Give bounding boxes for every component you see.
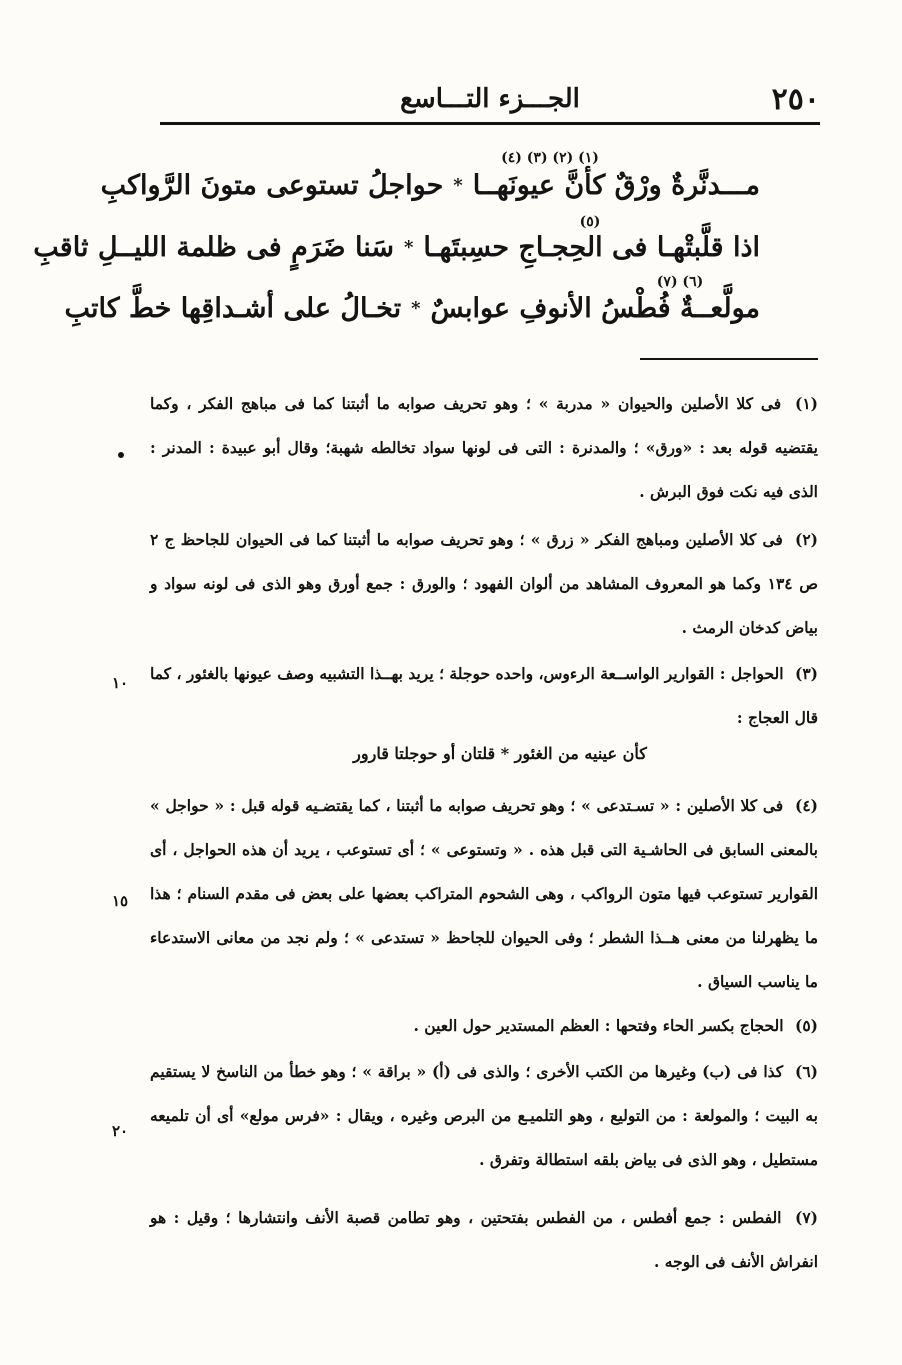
verse-separator: * — [411, 298, 421, 319]
margin-line-number: ١٠ — [111, 674, 129, 692]
footnote-text: فى كلا الأصلين والحيوان « مدربة » ؛ وهو تحريف صوابه ما أثبتنا كما فى مباهج الفكر ، وكما يقتضيه قوله بعد : «ورق» ؛ والمدنرة : التى فى لونها سواد تخالطه شهبة؛ وقال أبو عبيدة : المدنر : الذى فيه نكت فوق البرش . — [150, 394, 818, 501]
footnote-5 — [150, 1004, 818, 1048]
verse-3-first-hemistich: مولَّعــةٌ فُطْسُ الأنوفِ عوابسٌ — [430, 293, 760, 324]
running-title: الجـــزء التـــاسع — [400, 84, 580, 114]
footnote-7 — [150, 1196, 818, 1284]
verse-separator: * — [453, 175, 463, 196]
footnote-separator-rule — [640, 358, 818, 360]
verse-2-second-hemistich: سَنا ضَرَمٍ فى ظلمة الليــلِ ثاقبِ — [33, 232, 394, 263]
footnote-text: الحجاج بكسر الحاء وفتحها : العظم المستدير حول العين . — [413, 1016, 784, 1035]
verse-line-2 — [33, 232, 760, 263]
verse-line-1 — [100, 170, 760, 201]
footnote-3 — [150, 652, 818, 740]
page-number: ٢٥٠ — [771, 82, 820, 117]
verse-note-markers-3: (٦) (٧) — [656, 274, 704, 290]
margin-line-number: ١٥ — [111, 892, 129, 910]
footnote-text: الحواجل : القوارير الواســعة الرءوس، واحده حوجلة ؛ يريد بهــذا التشبيه وصف عيونها بالغئور ، كما قال العجاج : — [150, 664, 818, 727]
quoted-verse: كأن عينيه من الغئور * قلتان أو حوجلتا قارور — [353, 744, 647, 763]
footnote-4 — [150, 784, 818, 1004]
verse-note-markers-2: (٥) — [579, 214, 601, 230]
verse-1-first-hemistich: مـــدنَّرةٌ ورْقٌ كأنَّ عيونَهــا — [472, 170, 760, 201]
header-rule — [160, 122, 820, 125]
page-header — [160, 78, 820, 120]
footnote-number: (١) — [794, 394, 818, 413]
verse-separator: * — [404, 237, 414, 258]
footnote-2 — [150, 518, 818, 650]
footnote-text: فى كلا الأصلين ومباهج الفكر « زرق » ؛ وهو تحريف صوابه ما أثبتنا كما فى الحيوان للجاحظ ج ٢ ص ١٣٤ وكما هو المعروف المشاهد من ألوان الفهود ؛ والورق : جمع أورق وهو الذى فى لونه سواد و بياض كدخان الرمث . — [150, 530, 818, 637]
footnote-text: كذا فى (ب) وغيرها من الكتب الأخرى ؛ والذى فى (أ) « براقة » ؛ وهو خطأ من الناسخ لا يستقيم به البيت ؛ والمولعة : من التوليع ، وهو التلميـع من البرص وغيره ، ويقال : «فرس مولع» أى أن تلميعه مستطيل ، وهو الذى فى بياض بلقه استطالة وتفرق . — [150, 1062, 818, 1169]
margin-line-number: ٢٠ — [111, 1122, 129, 1140]
margin-dot — [118, 452, 124, 458]
verse-line-3 — [64, 293, 760, 324]
verse-note-markers-1: (١) (٢) (٣) (٤) — [501, 150, 599, 166]
footnote-1 — [150, 382, 818, 514]
verse-1-second-hemistich: حواجلُ تستوعى متونَ الرَّواكبِ — [100, 170, 444, 201]
footnote-number: (٢) — [794, 530, 818, 549]
footnote-text: الفطس : جمع أفطس ، من الفطس بفتحتين ، وهو تطامن قصبة الأنف وانتشارها ؛ وقيل : هو انفراش الأنف فى الوجه . — [150, 1208, 818, 1271]
footnote-number: (٧) — [794, 1208, 818, 1227]
footnote-6 — [150, 1050, 818, 1182]
footnote-number: (٤) — [794, 796, 818, 815]
footnote-number: (٥) — [794, 1016, 818, 1035]
verse-2-first-hemistich: اذا قلَّبتْهـا فى الحِجـاجِ حسِبتَهـا — [423, 232, 760, 263]
footnote-number: (٦) — [794, 1062, 818, 1081]
verse-3-second-hemistich: تخـالُ على أشـداقِها خطَّ كاتبِ — [64, 293, 402, 324]
footnote-number: (٣) — [794, 664, 818, 683]
footnote-text: فى كلا الأصلين : « تسـتدعى » ؛ وهو تحريف صوابه ما أثبتنا ، كما يقتضـيه قوله قبل : « حواجل » بالمعنى السابق فى الحاشـية التى قبل هذه . « وتستوعى » ؛ أى تستوعب ، يريد أن هذه الحواجل ، أى القوارير تستوعب فيها متون الرواكب ، وهى الشحوم المتراكب بعضها على بعض فى مقدم السنام ؛ هذا ما يظهرلنا من معنى هــذا الشطر ؛ وفى الحيوان للجاحظ « تستدعى » ؛ ولم نجد من معانى الاستدعاء ما يناسب السياق . — [150, 796, 818, 991]
